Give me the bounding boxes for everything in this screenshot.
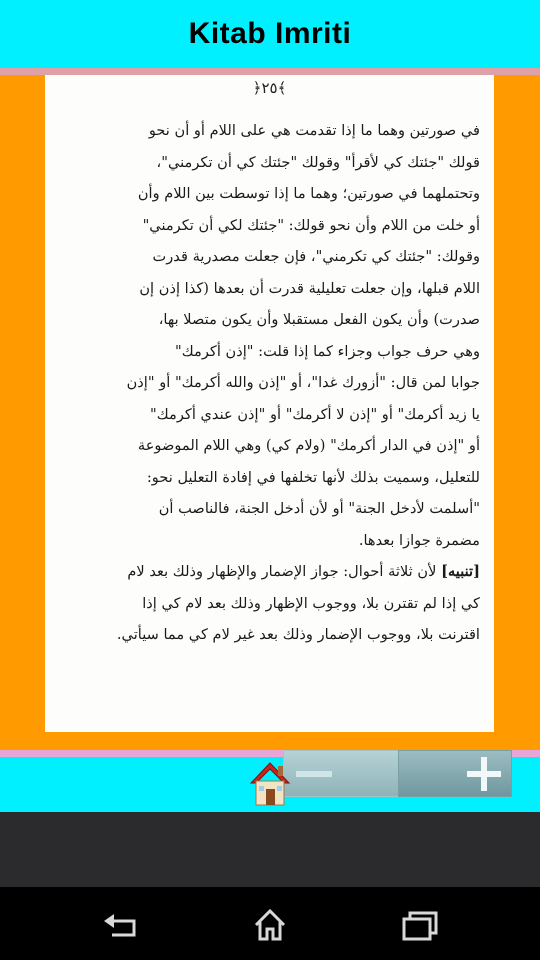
page-line: قولك "جئتك كي لأقرأ" وقولك "جئتك كي أن تكرمني"،: [156, 153, 480, 171]
page-line: وهي حرف جواب وجزاء كما إذا قلت: "إذن أكرمك": [175, 342, 480, 360]
empty-area: [0, 812, 540, 887]
page-text: [57, 115, 480, 651]
note-text: لأن ثلاثة أحوال: جواز الإضمار والإظهار وذلك بعد لام: [127, 563, 437, 580]
page-line: صدرت) وأن يكون الفعل مستقبلا وأن يكون متصلا بها،: [158, 311, 480, 328]
page-line: أو "إذن في الدار أكرمك" (ولام كي) وهي اللام الموضوعة: [137, 437, 480, 454]
house-icon: [249, 761, 291, 807]
recents-button[interactable]: [400, 905, 440, 945]
home-nav-button[interactable]: [250, 905, 290, 945]
back-button[interactable]: [100, 905, 140, 945]
title-divider: [0, 68, 540, 75]
home-button[interactable]: [249, 761, 291, 807]
controls-bar: [0, 757, 540, 812]
book-page[interactable]: [45, 75, 494, 732]
page-line: جوابا لمن قال: "أزورك غدا"، أو "إذن والله أكرمك" أو "إذن: [126, 374, 480, 391]
system-nav-bar: [0, 887, 540, 960]
note-line: اقترنت بلا، ووجوب الإضمار وذلك بعد غير لام كي مما سيأتي.: [116, 626, 480, 643]
minus-icon: [296, 771, 332, 777]
zoom-in-button[interactable]: [398, 750, 512, 797]
page-line: وقولك: "جئتك كي تكرمني"، فإن جعلت مصدرية قدرت: [152, 248, 480, 265]
recent-apps-icon: [400, 905, 440, 945]
page-line: اللام قبلها، وإن جعلت تعليلية قدرت أن بعدها (كذا إذن إن: [139, 279, 480, 297]
page-line: للتعليل، وسميت بذلك لأنها تخلفها في إفادة التعليل نحو:: [146, 468, 480, 486]
page-number: ﴿٢٥﴾: [252, 79, 287, 97]
page-line: في صورتين وهما ما إذا تقدمت هي على اللام أو أن نحو: [148, 122, 480, 139]
page-line: "أسلمت لأدخل الجنة" أو لأن أدخل الجنة، فالناصب أن: [158, 500, 480, 517]
app-title-bar: [0, 0, 540, 68]
page-line: وتحتملهما في صورتين؛ وهما ما إذا توسطت بين اللام وأن: [137, 185, 480, 202]
zoom-out-button[interactable]: [283, 750, 399, 797]
page-line: مضمرة جوازا بعدها.: [358, 531, 480, 549]
app-title: Kitab Imriti: [188, 17, 352, 50]
note-line: [57, 556, 480, 588]
note-label: [تنبيه]: [441, 563, 480, 580]
note-line: كي إذا لم تقترن بلا، ووجوب الإظهار وذلك بعد لام كي إذا: [142, 594, 480, 612]
page-line: أو خلت من اللام وأن نحو قولك: "جئتك لكي أن تكرمني": [142, 216, 480, 234]
back-arrow-icon: [100, 905, 140, 945]
home-outline-icon: [250, 905, 290, 945]
page-line: يا زيد أكرمك" أو "إذن لا أكرمك" أو "إذن عندي أكرمك": [149, 405, 480, 423]
reader-area[interactable]: [0, 75, 540, 750]
